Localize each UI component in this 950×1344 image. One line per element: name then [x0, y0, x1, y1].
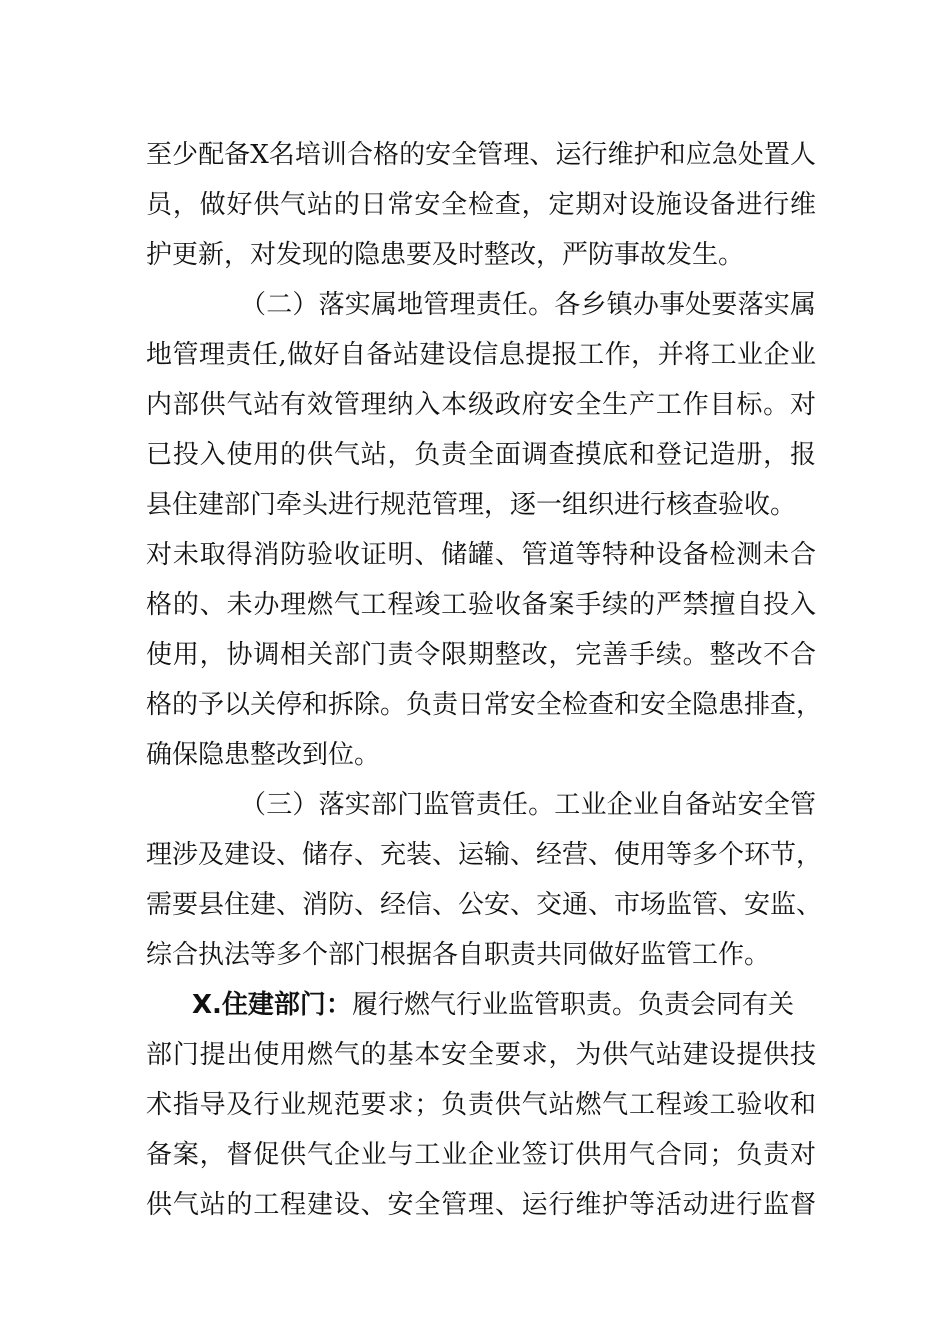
text-line: 地管理责任,做好自备站建设信息提报工作，并将工业企业	[146, 340, 816, 370]
text-line: 格的、未办理燃气工程竣工验收备案手续的严禁擅自投入	[146, 590, 816, 620]
text-line: 需要县住建、消防、经信、公安、交通、市场监管、安监、	[146, 890, 823, 920]
section-heading-line: （二）落实属地管理责任。各乡镇办事处要落实属	[240, 290, 816, 320]
text-line: 已投入使用的供气站，负责全面调查摸底和登记造册，报	[146, 440, 816, 470]
text-line: 格的予以关停和拆除。负责日常安全检查和安全隐患排查，	[146, 690, 823, 720]
text-line: 使用，协调相关部门责令限期整改，完善手续。整改不合	[146, 640, 816, 670]
department-line	[192, 985, 816, 1025]
text-line: 备案，督促供气企业与工业企业签订供用气合同；负责对	[146, 1140, 816, 1170]
text-line: 综合执法等多个部门根据各自职责共同做好监管工作。	[146, 940, 771, 970]
text-line: 供气站的工程建设、安全管理、运行维护等活动进行监督	[146, 1190, 816, 1220]
text-line: 内部供气站有效管理纳入本级政府安全生产工作目标。对	[146, 390, 816, 420]
department-label: X.住建部门：	[192, 990, 352, 1020]
department-text: 履行燃气行业监管职责。负责会同有关	[351, 990, 794, 1020]
text-line: 理涉及建设、储存、充装、运输、经营、使用等多个环节，	[146, 840, 823, 870]
text-line: 至少配备X名培训合格的安全管理、运行维护和应急处置人	[146, 140, 816, 170]
text-line: 护更新，对发现的隐患要及时整改，严防事故发生。	[146, 240, 745, 270]
text-line: 员，做好供气站的日常安全检查，定期对设施设备进行维	[146, 190, 816, 220]
section-heading-line: （三）落实部门监管责任。工业企业自备站安全管	[240, 790, 816, 820]
text-line: 部门提出使用燃气的基本安全要求，为供气站建设提供技	[146, 1040, 816, 1070]
text-line: 确保隐患整改到位。	[146, 740, 381, 770]
text-line: 对未取得消防验收证明、储罐、管道等特种设备检测未合	[146, 540, 816, 570]
text-line: 县住建部门牵头进行规范管理，逐一组织进行核查验收。	[146, 490, 797, 520]
text-line: 术指导及行业规范要求；负责供气站燃气工程竣工验收和	[146, 1090, 816, 1120]
